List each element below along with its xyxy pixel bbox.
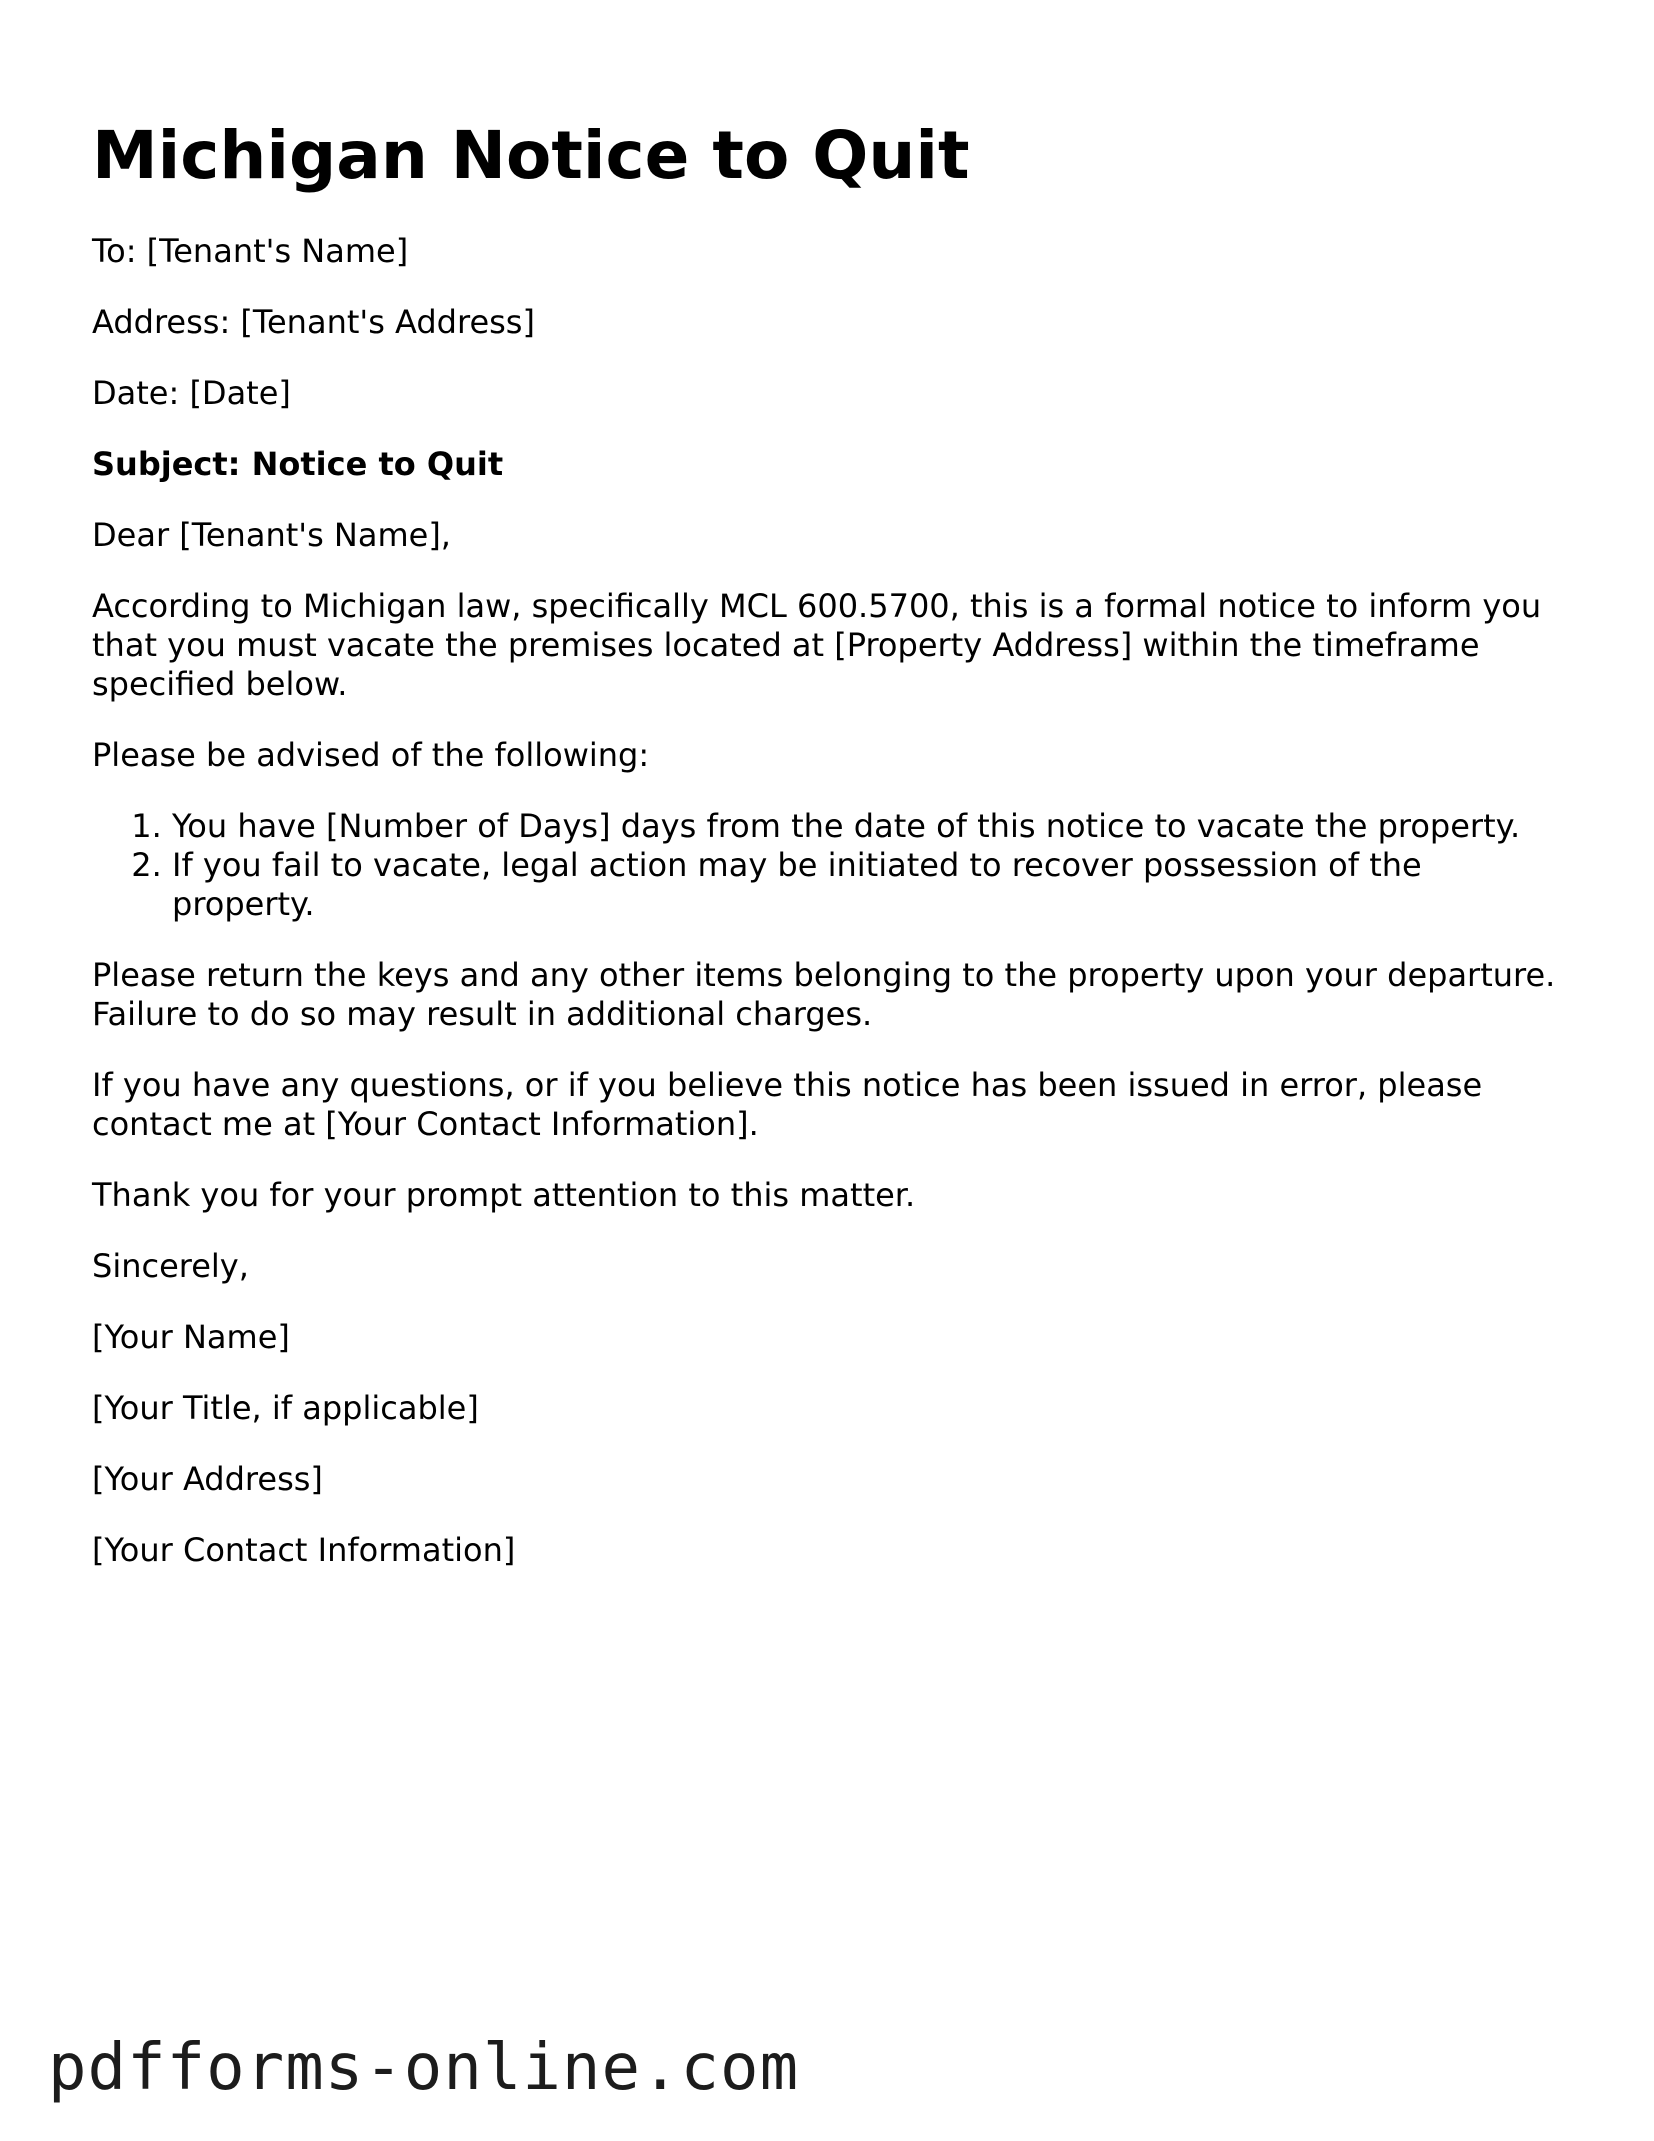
- conditions-list: [92, 807, 1572, 924]
- closing: Sincerely,: [92, 1247, 249, 1285]
- questions-paragraph: If you have any questions, or if you believe this notice has been issued in error, please contact me at [Your Contact Information].: [92, 1066, 1483, 1143]
- signature-address: [Your Address]: [92, 1460, 323, 1498]
- intro-paragraph: According to Michigan law, specifically MCL 600.5700, this is a formal notice to inform you that you must vacate the premises located at [Property Address] within the timeframe specified below.: [92, 587, 1542, 703]
- document-title: Michigan Notice to Quit: [92, 117, 970, 194]
- watermark-logo: pdfforms-online.com: [48, 2031, 800, 2105]
- document-page: [92, 116, 1572, 1602]
- salutation: Dear [Tenant's Name],: [92, 516, 451, 554]
- signature-title: [Your Title, if applicable]: [92, 1389, 479, 1427]
- list-item: 2. If you fail to vacate, legal action may be initiated to recover possession of the property.: [172, 846, 1572, 924]
- signature-name: [Your Name]: [92, 1318, 290, 1356]
- keys-paragraph: Please return the keys and any other items belonging to the property upon your departure. Failure to do so may result in additional charges.: [92, 956, 1556, 1033]
- list-item: 1. You have [Number of Days] days from the date of this notice to vacate the property.: [172, 807, 1572, 846]
- advised-line: Please be advised of the following:: [92, 736, 650, 774]
- date-line: Date: [Date]: [92, 374, 291, 412]
- address-line: Address: [Tenant's Address]: [92, 303, 535, 341]
- thanks-line: Thank you for your prompt attention to this matter.: [92, 1176, 916, 1214]
- subject-line: Subject: Notice to Quit: [92, 445, 504, 483]
- signature-contact: [Your Contact Information]: [92, 1531, 516, 1569]
- to-line: To: [Tenant's Name]: [92, 232, 409, 270]
